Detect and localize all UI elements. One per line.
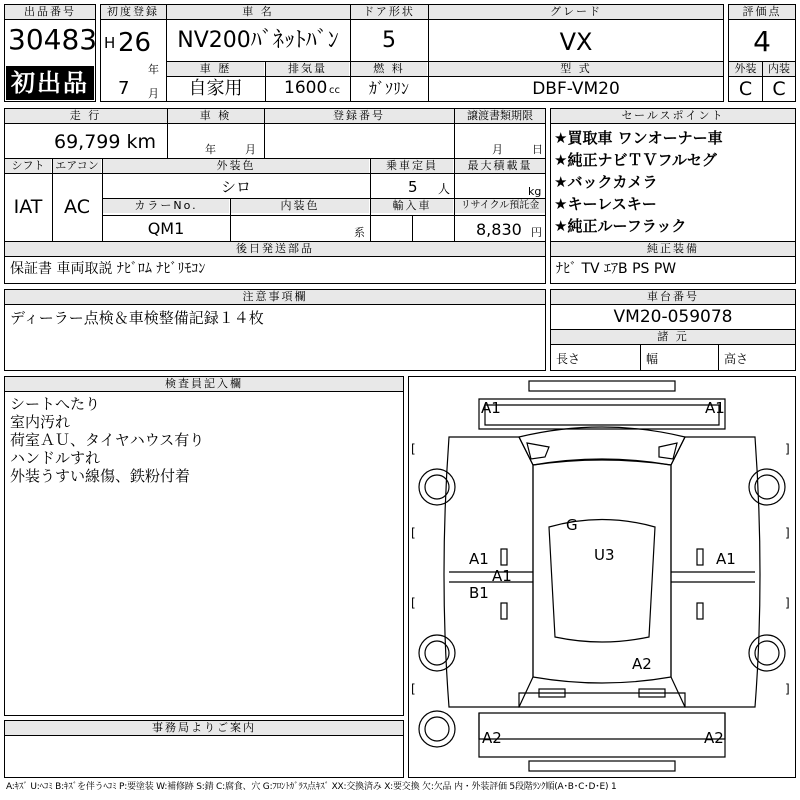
sales-point: ★純正ルーフラック — [554, 217, 687, 235]
grade-header: グレード — [429, 5, 723, 19]
exterior-color: シロ — [220, 178, 251, 196]
svg-text:]: ] — [785, 526, 790, 540]
history-value: 自家用 — [188, 78, 243, 99]
damage-mark: A1 — [492, 567, 512, 585]
damage-code-legend: A:ｷｽﾞ U:ﾍｺﾐ B:ｷｽﾞを伴うﾍｺﾐ P:要塗装 W:補修跡 S:錆 C:腐食、穴 G:ﾌﾛﾝﾄｶﾞﾗｽ点ｷｽﾞ XX:交換済み X:要交換 欠:欠品 内・外装評価 5段階ﾗﾝｸ順(A･B･C･D･E) 1 — [6, 782, 617, 792]
interior-color-header: 内装色 — [231, 199, 369, 213]
inspector-note-line: 荷室ＡＵ、タイヤハウス有り — [10, 431, 205, 449]
capacity: 5 — [408, 178, 418, 196]
svg-text:[: [ — [411, 682, 416, 696]
front-bumper-outline — [529, 381, 675, 391]
sales-point: ★純正ナビＴＶフルセグ — [554, 151, 717, 169]
transfer-deadline-header: 譲渡書類期限 — [455, 109, 545, 123]
damage-mark: G — [566, 516, 578, 534]
svg-text:[: [ — [411, 442, 416, 456]
notes-header: 注意事項欄 — [5, 290, 545, 304]
sales-point: ★バックカメラ — [554, 173, 658, 191]
overall-score: 4 — [753, 25, 771, 58]
car-name-header: 車 名 — [167, 5, 349, 19]
car-name: NV200ﾊﾞﾈｯﾄﾊﾞﾝ — [177, 28, 339, 53]
color-number: QM1 — [147, 219, 185, 238]
equipment-header: 純正装備 — [551, 242, 795, 256]
svg-text:]: ] — [785, 442, 790, 456]
inspector-notes-header: 検査員記入欄 — [5, 377, 403, 391]
inspection-header: 車 検 — [168, 109, 263, 123]
later-parts-header: 後日発送部品 — [5, 242, 545, 256]
sales-point: ★買取車 ワンオーナー車 — [554, 129, 723, 147]
recycle-fee-header: リサイクル預託金 — [455, 199, 545, 213]
exterior-score: C — [738, 78, 753, 100]
damage-mark: A1 — [481, 399, 501, 417]
chassis-header: 車台番号 — [551, 290, 795, 304]
door-count: 5 — [382, 28, 396, 53]
sales-points-header: セールスポイント — [551, 109, 795, 123]
door-type-header: ドア形状 — [351, 5, 427, 19]
color-number-header: カラーNo. — [103, 199, 229, 213]
exterior-score-header: 外装 — [729, 62, 762, 76]
damage-mark: A1 — [469, 550, 489, 568]
displacement-header: 排気量 — [266, 62, 349, 76]
damage-mark: A2 — [632, 655, 652, 673]
chassis-number: VM20-059078 — [613, 307, 733, 327]
displacement: 1600 — [284, 78, 328, 98]
rear-bumper-outline — [529, 761, 675, 771]
registration-month: 7 — [118, 78, 130, 99]
damage-mark: B1 — [469, 584, 489, 602]
svg-text:]: ] — [785, 682, 790, 696]
interior-score: C — [772, 78, 786, 100]
exterior-color-header: 外装色 — [103, 159, 369, 173]
import-header: 輸入車 — [371, 199, 453, 213]
svg-text:[: [ — [411, 596, 416, 610]
shift-header: シフト — [5, 159, 51, 173]
sales-point: ★キーレスキー — [554, 195, 657, 213]
svg-text:[: [ — [411, 526, 416, 540]
equipment: ﾅﾋﾞ TV ｴｱB PS PW — [556, 261, 677, 277]
aircon-header: エアコン — [53, 159, 101, 173]
grade: VX — [559, 28, 593, 56]
inspector-notes — [10, 395, 204, 485]
lot-number: 30483 — [8, 23, 98, 56]
mileage-header: 走 行 — [5, 109, 166, 123]
inspector-note-line: 室内汚れ — [10, 413, 71, 431]
first-listing-badge: 初出品 — [6, 66, 94, 100]
height-label: 高さ — [724, 352, 749, 366]
mileage: 69,799 km — [54, 131, 157, 153]
length-label: 長さ — [556, 352, 581, 366]
car-damage-diagram — [409, 377, 795, 777]
first-registration-header: 初度登録 — [101, 5, 165, 19]
era-letter: H — [104, 34, 116, 52]
history-header: 車 歴 — [167, 62, 264, 76]
later-parts: 保証書 車両取説 ﾅﾋﾞﾛﾑ ﾅﾋﾞﾘﾓｺﾝ — [10, 261, 206, 277]
inspector-note-line: ハンドルすれ — [10, 449, 101, 467]
capacity-header: 乗車定員 — [371, 159, 453, 173]
interior-score-header: 内装 — [763, 62, 795, 76]
rear-gate-outline — [479, 713, 725, 739]
inspector-note-line: 外装うすい線傷、鉄粉付着 — [10, 467, 191, 485]
fuel-header: 燃 料 — [351, 62, 427, 76]
width-label: 幅 — [646, 352, 659, 366]
dimensions-header: 諸 元 — [551, 330, 795, 344]
damage-mark: A1 — [705, 399, 725, 417]
plate-header: 登録番号 — [265, 109, 453, 123]
shift: IAT — [13, 196, 43, 218]
lot-number-header: 出品番号 — [5, 5, 95, 19]
model-header: 型 式 — [429, 62, 723, 76]
damage-mark: U3 — [594, 546, 615, 564]
auction-sheet: 出品番号 30483 初出品 初度登録 車 名 ドア形状 グレード H 26 年 7 月 NV200ﾊﾞﾈｯﾄﾊﾞﾝ 5 VX 車 歴 排気量 燃 料 型 式 自家用 1600 cc ｶﾞｿﾘﾝ DBF-VM20 評価点 4 外装 内装 C C 走 行 車 検 登録番号 譲渡書類期限 69,799 km 年 月 月 日 シフト エアコン 外装色 乗車定員 最大積載量 IAT AC シロ 5 人 kg カラーNo. 内装色 輸入車 リサイクル預託金 QM1 系 8,830 円 後日発送部品 保証書 車両取説 ﾅﾋﾞﾛﾑ ﾅﾋﾞﾘﾓｺﾝ セールスポイント ★買取車 ワンオーナー車 ★純正ナビＴＶフルセグ ★バックカメラ ★キーレスキー ★純正ルーフラック 純正装備 ﾅﾋﾞ TV ｴｱB PS PW 注意事項欄 ディーラー点検＆車検整備記録１４枚 車台番号 VM20-059078 諸 元 長さ 幅 高さ 検査員記入欄 シートへたり 室内汚れ 荷室ＡＵ、タイヤハウス有り ハンドルすれ 外装うすい線傷、鉄粉付着 事務局よりご案内 [ ] [ ] [ ] [ ] A1 A1 G U3 A1 A1 A1 B1 A2 A2 A2 A:ｷｽﾞ U:ﾍｺﾐ B:ｷｽﾞを伴うﾍｺﾐ P:要塗装 W:補修跡 S:錆 C:腐食、穴 G:ﾌﾛﾝﾄｶﾞﾗｽ点ｷｽﾞ XX:交換済み X:要交換 欠:欠品 内・外装評価 5段階ﾗﾝｸ順(A･B･C･D･E) 1 — [0, 0, 800, 800]
recycle-fee: 8,830 — [476, 220, 522, 239]
damage-mark: A2 — [482, 729, 502, 747]
max-load-header: 最大積載量 — [455, 159, 545, 173]
notes-text: ディーラー点検＆車検整備記録１４枚 — [10, 309, 264, 327]
svg-text:]: ] — [785, 596, 790, 610]
aircon: AC — [64, 196, 90, 218]
damage-mark: A1 — [716, 550, 736, 568]
damage-mark: A2 — [704, 729, 724, 747]
fuel: ｶﾞｿﾘﾝ — [368, 79, 409, 98]
office-notes-header: 事務局よりご案内 — [5, 721, 403, 735]
inspector-note-line: シートへたり — [10, 395, 101, 413]
score-header: 評価点 — [729, 5, 795, 19]
roof-outline — [533, 460, 671, 683]
model-code: DBF-VM20 — [532, 79, 620, 99]
front-left-wheel-outline — [419, 469, 455, 505]
registration-year: 26 — [118, 28, 152, 58]
